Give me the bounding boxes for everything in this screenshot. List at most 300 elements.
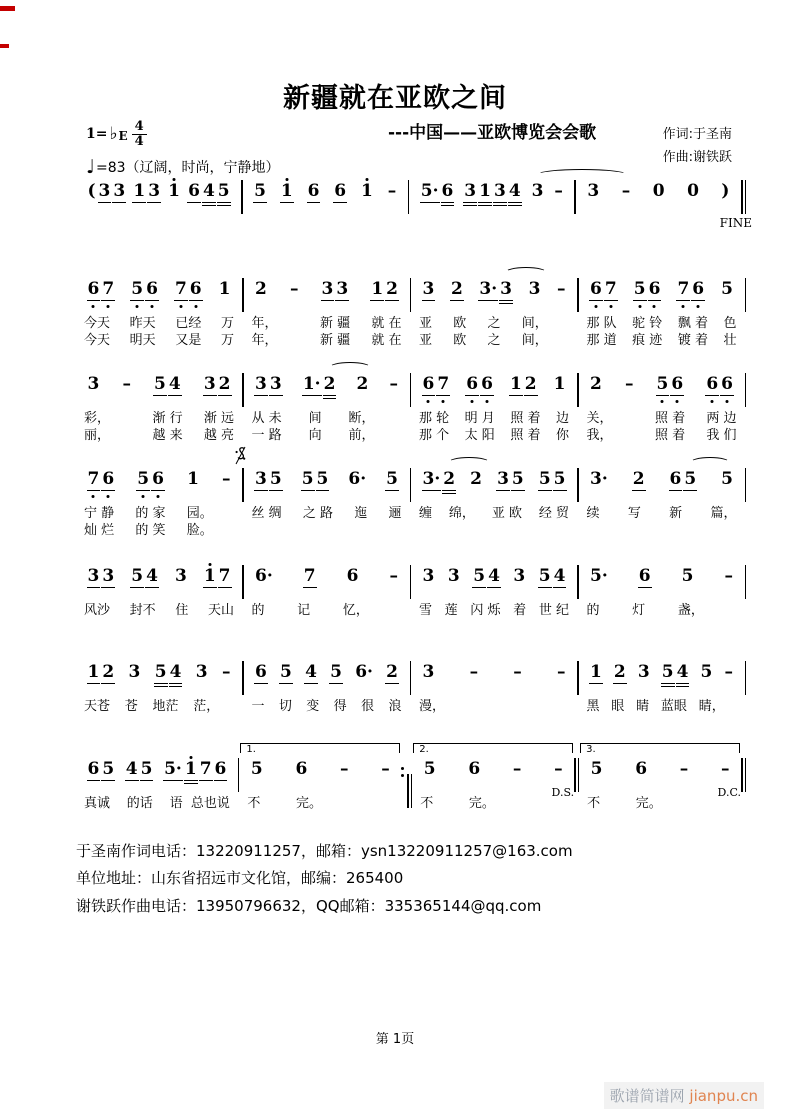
lyric-syllable: 经 贸 — [538, 506, 569, 521]
underline — [478, 300, 498, 301]
lyric-syllable: 住 — [175, 603, 189, 618]
note-digit: – — [621, 181, 631, 201]
notes-row — [579, 278, 745, 308]
octave-dot-low — [726, 400, 729, 403]
lyric-syllable: 缠 — [419, 506, 433, 521]
note-token — [86, 373, 101, 395]
note — [174, 565, 188, 587]
note-digit: 3 — [195, 662, 208, 682]
note-digit: 3 — [447, 566, 460, 586]
note-digit: 2 — [323, 374, 336, 394]
note-token — [187, 180, 232, 202]
octave-dot-low — [609, 305, 612, 308]
note-token — [294, 758, 309, 780]
note-digit: 5· — [164, 759, 182, 779]
lyric-line — [76, 332, 242, 349]
note — [370, 278, 384, 300]
lyric-syllable: 一 路 — [251, 428, 282, 443]
note — [556, 278, 567, 300]
underline — [676, 300, 690, 301]
note — [217, 180, 231, 202]
octave-dot-low — [142, 495, 145, 498]
note-digit: 5 — [553, 469, 566, 489]
note-token — [339, 758, 351, 780]
lyric-line — [76, 522, 242, 539]
note-digit: 3 — [87, 566, 100, 586]
note-digit: – — [387, 181, 397, 201]
lyric-syllable: 睛 — [636, 699, 650, 714]
underline — [465, 395, 479, 396]
note-digit: 1 — [280, 181, 293, 201]
note — [441, 180, 455, 202]
octave-dot-high — [285, 178, 288, 181]
note-digit: 3 — [203, 374, 216, 394]
lyric-line — [411, 522, 577, 539]
repeat-barline — [401, 758, 412, 808]
measure — [244, 373, 410, 444]
underline — [98, 202, 112, 203]
underline — [478, 202, 492, 203]
note — [538, 468, 552, 490]
note — [469, 661, 480, 683]
barline — [745, 468, 747, 502]
underline — [163, 780, 183, 781]
underline — [168, 395, 182, 396]
note-digit: 2 — [524, 374, 537, 394]
note — [199, 758, 213, 780]
underline — [87, 490, 101, 491]
note — [221, 661, 232, 683]
note — [303, 565, 317, 587]
note — [186, 468, 200, 490]
scan-artifact — [0, 6, 15, 11]
note — [720, 278, 734, 300]
system — [76, 278, 746, 349]
lyricist-credit: 作词:于圣南 — [662, 127, 732, 142]
note-digit: 2 — [443, 469, 456, 489]
note-digit: ) — [721, 181, 730, 201]
note-digit: 7 — [677, 279, 690, 299]
note-digit: 6 — [87, 279, 100, 299]
note-digit: 3· — [590, 469, 608, 489]
note-digit: 5 — [473, 566, 486, 586]
note-token — [449, 278, 464, 300]
measure — [76, 180, 241, 210]
underline — [203, 395, 217, 396]
octave-dot-low — [697, 305, 700, 308]
note — [478, 180, 492, 202]
note-digit: 5 — [137, 469, 150, 489]
lyric-syllable: 太 阳 — [464, 428, 495, 443]
note-token — [221, 468, 233, 490]
time-bottom: 4 — [134, 133, 144, 149]
underline — [422, 490, 442, 491]
measure — [76, 278, 242, 349]
lyric-syllable: 盏， — [677, 603, 704, 618]
note-token — [320, 278, 350, 300]
lyric-syllable: 世 纪 — [538, 603, 569, 618]
underline — [147, 202, 161, 203]
note-digit: 3· — [422, 469, 441, 489]
notes-row — [244, 661, 410, 691]
note — [480, 373, 494, 395]
note-digit: 5 — [700, 662, 713, 682]
note-digit: 5 — [386, 469, 398, 489]
note-token — [668, 468, 698, 490]
underline — [613, 683, 627, 684]
tempo-text: =83（辽阔，时尚，宁静地） — [95, 160, 280, 176]
note — [214, 758, 228, 780]
note-digit: 6 — [422, 374, 435, 394]
note — [613, 661, 627, 683]
note-digit: – — [724, 566, 733, 586]
note-token — [660, 661, 690, 683]
note — [254, 661, 268, 683]
note-digit: 6 — [590, 279, 602, 299]
underline — [676, 686, 690, 687]
note — [347, 468, 367, 490]
note — [87, 373, 101, 395]
note — [556, 661, 567, 683]
note-token — [202, 565, 232, 587]
note — [184, 758, 198, 780]
note-token — [553, 758, 565, 780]
note-digit: 1 — [87, 662, 100, 682]
note-digit: 7 — [102, 279, 115, 299]
note-digit: 5 — [633, 279, 646, 299]
note-token — [623, 373, 635, 395]
note-token — [130, 278, 160, 300]
note-digit: 3 — [336, 279, 349, 299]
lyric-line — [412, 795, 574, 812]
notes-row — [579, 468, 745, 498]
note-token — [620, 180, 632, 202]
lyric-line — [76, 505, 242, 522]
underline — [493, 202, 507, 203]
underline — [154, 686, 168, 687]
note — [101, 758, 115, 780]
note-digit: 5 — [661, 662, 674, 682]
lyric-syllable: 不 — [587, 796, 601, 811]
underline — [676, 683, 690, 684]
lyric-syllable: 丝 绸 — [251, 506, 282, 521]
underline — [370, 300, 384, 301]
note-digit: – — [624, 374, 634, 394]
notes-row — [244, 373, 410, 403]
underline — [269, 490, 283, 491]
final-barline — [741, 758, 746, 792]
note-digit: 5 — [254, 181, 266, 201]
note — [87, 468, 101, 490]
note — [634, 758, 648, 780]
note-digit: 6 — [146, 279, 158, 299]
note-token — [385, 468, 400, 490]
notes-row — [579, 758, 741, 788]
lyric-syllable: 的 — [251, 603, 265, 618]
note — [528, 278, 542, 300]
note — [621, 180, 632, 202]
note — [254, 468, 268, 490]
note-digit: 1 — [371, 279, 384, 299]
note-digit: 2 — [356, 374, 369, 394]
underline — [329, 683, 343, 684]
note-token — [136, 468, 166, 490]
volta-label: 3. — [586, 744, 596, 755]
note — [508, 180, 522, 202]
note-token — [553, 180, 565, 202]
note — [101, 468, 115, 490]
note-digit: 6 — [721, 374, 733, 394]
underline — [633, 300, 647, 301]
note-token — [511, 758, 523, 780]
note — [218, 278, 232, 300]
underline — [670, 395, 684, 396]
note-token — [130, 565, 160, 587]
lyric-syllable: 的 家 — [135, 506, 166, 521]
note-digit: 7 — [303, 566, 316, 586]
underline — [280, 202, 294, 203]
note-digit: 5 — [217, 181, 230, 201]
note — [101, 661, 115, 683]
note-token — [469, 468, 484, 490]
note-digit: 4 — [202, 181, 215, 201]
time-top: 4 — [132, 120, 147, 135]
notes-row — [244, 565, 410, 595]
note — [145, 278, 159, 300]
note-digit: 1· — [302, 374, 321, 394]
underline — [307, 202, 321, 203]
note-token — [254, 468, 284, 490]
note — [531, 180, 545, 202]
lyric-syllable: 得 — [333, 699, 347, 714]
note — [87, 565, 101, 587]
lyric-syllable: 之 — [487, 316, 501, 331]
note — [254, 565, 274, 587]
note — [168, 373, 182, 395]
song-subtitle: ---中国——亚欧博览会会歌 — [388, 123, 597, 143]
lyric-syllable: 万 — [220, 333, 234, 348]
lyric-syllable: 宁 静 — [84, 506, 115, 521]
octave-dot-low — [92, 495, 95, 498]
note-token — [478, 278, 514, 300]
lyric-syllable: 切 — [278, 699, 292, 714]
lyric-syllable: 越 亮 — [203, 428, 234, 443]
underline — [705, 395, 719, 396]
lyric-syllable: 照 着 — [654, 428, 686, 443]
note-token — [680, 565, 695, 587]
note-digit: 5 — [102, 759, 115, 779]
note-token — [254, 373, 284, 395]
watermark-domain: jianpu.cn — [689, 1087, 758, 1105]
note-token — [354, 661, 375, 683]
note-token — [530, 180, 545, 202]
note — [125, 758, 139, 780]
underline — [151, 490, 165, 491]
note-token — [249, 758, 264, 780]
note — [676, 278, 690, 300]
note-digit: 3 — [422, 662, 435, 682]
note-digit: – — [554, 181, 563, 201]
note-token — [173, 565, 188, 587]
lyric-syllable: 欧 — [453, 333, 467, 348]
lyric-syllable: 蓝眼 — [660, 699, 687, 714]
system — [76, 742, 746, 812]
note — [280, 180, 294, 202]
note-token — [121, 373, 133, 395]
note-digit: 1 — [218, 279, 231, 299]
lyric-syllable: 真诚 — [84, 796, 111, 811]
note-digit: 5 — [538, 566, 551, 586]
underline — [511, 490, 525, 491]
time-signature — [132, 120, 147, 148]
octave-dot-low — [157, 495, 160, 498]
note-digit: 4 — [305, 662, 317, 682]
system — [76, 180, 752, 230]
note — [553, 565, 567, 587]
note-digit: 1 — [168, 181, 180, 201]
note — [250, 758, 264, 780]
note-digit: 6 — [441, 181, 454, 201]
notes-row — [244, 278, 410, 308]
note-digit: 2 — [613, 662, 626, 682]
notes-row — [76, 661, 242, 691]
octave-dot-low — [107, 495, 110, 498]
underline — [130, 587, 144, 588]
note-digit: 6 — [648, 279, 661, 299]
lyric-syllable: 年， — [251, 316, 278, 331]
note — [360, 180, 374, 202]
note-token — [385, 661, 400, 683]
lyric-line — [76, 427, 242, 444]
underline — [436, 395, 450, 396]
lyric-line — [244, 522, 410, 539]
note-digit: 3 — [255, 374, 267, 394]
note — [422, 278, 436, 300]
lyric-syllable: 痕 迹 — [632, 333, 663, 348]
lyric-syllable: 昨天 — [129, 316, 156, 331]
note-digit: – — [222, 469, 231, 489]
note — [189, 278, 203, 300]
lyric-syllable: 亚 — [419, 316, 433, 331]
lyric-syllable: 关， — [586, 411, 613, 426]
note — [187, 180, 201, 202]
lyric-syllable: 又是 — [175, 333, 202, 348]
note-digit: 6 — [152, 469, 164, 489]
lyric-syllable: 完。 — [635, 796, 662, 811]
underline — [217, 202, 231, 203]
underline — [279, 683, 293, 684]
note — [387, 180, 398, 202]
note-digit: 5· — [590, 566, 608, 586]
underline — [153, 395, 167, 396]
underline — [301, 490, 315, 491]
note-digit: 5 — [154, 374, 166, 394]
note-token — [380, 758, 392, 780]
note — [691, 278, 705, 300]
underline — [683, 490, 697, 491]
note-digit: 6 — [255, 662, 267, 682]
lyric-syllable: 浪 — [388, 699, 402, 714]
lyric-syllable: 天苍 — [84, 699, 111, 714]
note — [385, 661, 399, 683]
note-digit: 3 — [255, 469, 267, 489]
note-digit: 3 — [98, 181, 111, 201]
underline — [218, 587, 232, 588]
note-token — [468, 661, 480, 683]
lyric-line — [244, 315, 410, 332]
lyric-syllable: 照 着 — [654, 411, 686, 426]
note-token — [586, 180, 601, 202]
note-digit: 6 — [669, 469, 682, 489]
measure — [579, 468, 745, 539]
note-token — [86, 758, 116, 780]
note-token — [304, 661, 319, 683]
note-token — [254, 661, 269, 683]
lyric-line — [244, 332, 410, 349]
navigation-mark: D.S. — [551, 786, 575, 799]
note-digit: – — [554, 759, 563, 779]
note — [388, 565, 399, 587]
note-digit: 6 — [295, 759, 308, 779]
note — [130, 278, 144, 300]
note-token — [589, 565, 610, 587]
lyric-syllable: 飘 着 — [677, 316, 708, 331]
octave-dot-low — [638, 305, 641, 308]
underline — [323, 395, 337, 396]
note-digit: 7 — [174, 279, 187, 299]
note-token — [254, 565, 275, 587]
note-digit: 5 — [423, 759, 436, 779]
note — [307, 180, 321, 202]
lyric-syllable: 不 — [420, 796, 434, 811]
lyric-line — [76, 795, 238, 812]
notes-row — [411, 373, 577, 403]
note — [487, 565, 501, 587]
underline — [217, 205, 231, 206]
note-token — [589, 278, 619, 300]
underline — [422, 300, 436, 301]
notes-row — [579, 565, 745, 595]
note-token — [254, 278, 269, 300]
note — [323, 373, 337, 395]
lyric-syllable: 新 — [669, 506, 683, 521]
note-token — [537, 468, 567, 490]
note-digit: 3 — [113, 181, 126, 201]
volta-bracket — [580, 743, 740, 753]
lyric-line — [244, 505, 410, 522]
lyric-syllable: 就 在 — [371, 316, 402, 331]
note-digit: 7 — [218, 566, 231, 586]
repeat-dots — [401, 767, 404, 777]
note-digit: – — [679, 759, 689, 779]
lyric-syllable: 变 — [306, 699, 320, 714]
measure — [411, 468, 577, 539]
watermark — [604, 1082, 764, 1109]
note — [604, 278, 618, 300]
note-token — [86, 661, 116, 683]
note — [136, 468, 150, 490]
octave-dot-low — [92, 305, 95, 308]
note-token — [556, 278, 568, 300]
note-token — [422, 758, 437, 780]
underline — [101, 490, 115, 491]
note — [720, 373, 734, 395]
note — [304, 661, 318, 683]
note-digit: 3 — [587, 181, 600, 201]
lyric-syllable: 间， — [521, 316, 548, 331]
note-token — [421, 661, 436, 683]
note-token — [421, 278, 436, 300]
